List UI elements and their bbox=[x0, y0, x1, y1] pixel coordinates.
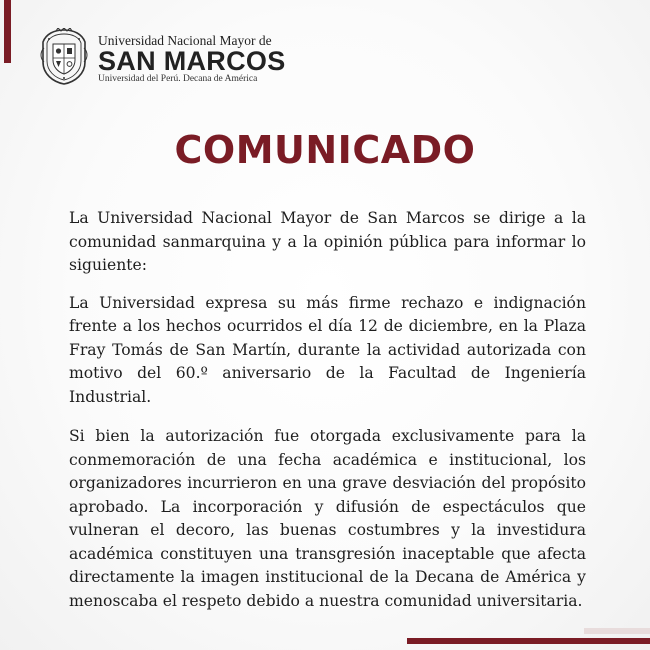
paragraph-details: Si bien la autorización fue otorgada exclusivamente para la conmemoración de una fecha académica e institucional, los organizadores incurrieron en una grave desviación del propósito aprobado. La incorporación y difusión de espectáculos que vulneran el decoro, las buenas costumbres y la investidura académica constituyen una transgresión inaceptable que afecta directamente la imagen institucional de la Decana de América y menoscaba el respeto debido a nuestra comunidad universitaria. bbox=[69, 427, 586, 610]
university-header bbox=[38, 28, 286, 86]
university-name-line2: SAN MARCOS bbox=[98, 46, 286, 76]
paragraph-intro: La Universidad Nacional Mayor de San Marcos se dirige a la comunidad sanmarquina y a la opinión pública para informar lo siguiente: bbox=[69, 209, 586, 274]
university-tagline: Universidad del Perú. Decana de América bbox=[98, 74, 258, 84]
paragraph-rejection: La Universidad expresa su más firme rechazo e indignación frente a los hechos ocurridos el día 12 de diciembre, en la Plaza Fray Tomás de San Martín, durante la actividad autorizada con motivo del 60.º aniversario de la Facultad de Ingeniería Industrial. bbox=[69, 293, 586, 406]
statement-body bbox=[69, 207, 586, 613]
university-name-line1: Universidad Nacional Mayor de bbox=[98, 33, 272, 48]
university-seal-icon bbox=[38, 28, 90, 86]
top-left-accent-bar bbox=[4, 0, 11, 63]
page-title: COMUNICADO bbox=[174, 128, 476, 172]
university-wordmark bbox=[98, 28, 286, 85]
bottom-accent-bar bbox=[407, 638, 650, 644]
bottom-accent-bar-light bbox=[584, 628, 650, 634]
